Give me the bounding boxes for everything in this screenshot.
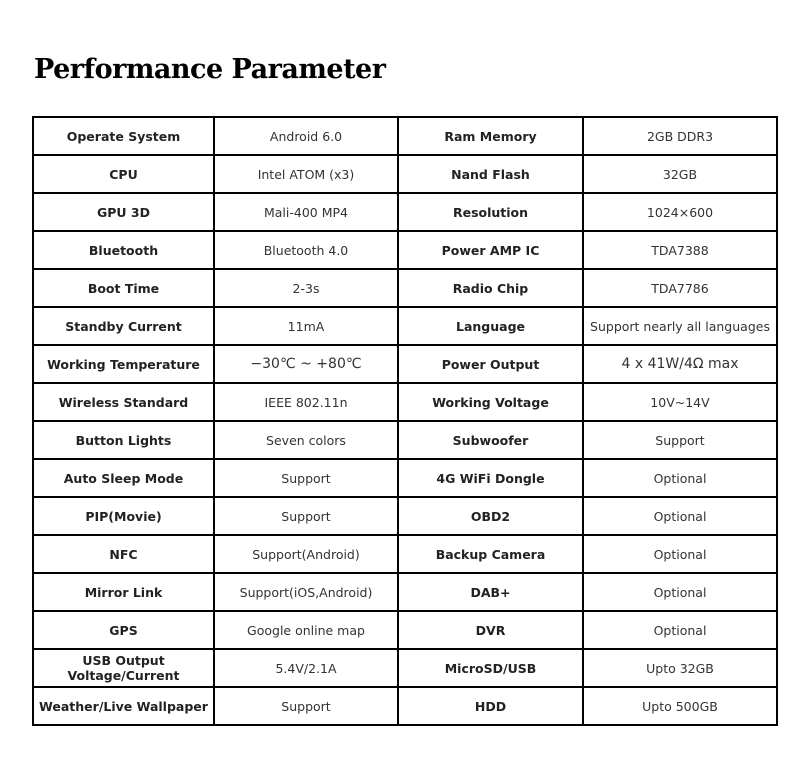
table-row [33,687,777,725]
parameter-value: 4 x 41W/4Ω max [583,345,777,383]
table-row [33,611,777,649]
parameter-label: CPU [33,155,214,193]
parameter-label: Wireless Standard [33,383,214,421]
parameter-label: DVR [398,611,583,649]
parameter-value: Mali-400 MP4 [214,193,398,231]
parameter-label: Button Lights [33,421,214,459]
parameter-label: Working Temperature [33,345,214,383]
parameter-value: Seven colors [214,421,398,459]
table-row [33,497,777,535]
table-row [33,155,777,193]
parameter-value: Google online map [214,611,398,649]
parameter-label: DAB+ [398,573,583,611]
parameter-value: Support nearly all languages [583,307,777,345]
parameter-label: HDD [398,687,583,725]
parameter-label: Mirror Link [33,573,214,611]
table-row [33,307,777,345]
parameter-value: Support(Android) [214,535,398,573]
table-row [33,459,777,497]
parameter-value: Support [214,687,398,725]
parameter-value: TDA7786 [583,269,777,307]
table-row [33,117,777,155]
parameter-value: Support [214,459,398,497]
parameter-value: 2-3s [214,269,398,307]
parameter-label: Radio Chip [398,269,583,307]
performance-parameter-table [32,116,778,726]
parameter-label: Subwoofer [398,421,583,459]
parameter-value: TDA7388 [583,231,777,269]
table-row [33,383,777,421]
parameter-label: Boot Time [33,269,214,307]
parameter-label: USB Output Voltage/Current [33,649,214,687]
parameter-value: Optional [583,535,777,573]
parameter-value: Optional [583,497,777,535]
parameter-value: Optional [583,611,777,649]
parameter-label: Operate System [33,117,214,155]
parameter-value: Upto 32GB [583,649,777,687]
parameter-value: 11mA [214,307,398,345]
parameter-label: NFC [33,535,214,573]
parameter-label: Auto Sleep Mode [33,459,214,497]
parameter-label: Power AMP IC [398,231,583,269]
parameter-label: Language [398,307,583,345]
table-row [33,573,777,611]
parameter-table-body [33,117,777,725]
parameter-label: MicroSD/USB [398,649,583,687]
parameter-value: −30℃ ~ +80℃ [214,345,398,383]
parameter-label: Nand Flash [398,155,583,193]
page-title: Performance Parameter [34,54,386,85]
parameter-value: 32GB [583,155,777,193]
parameter-label: Standby Current [33,307,214,345]
parameter-label: Working Voltage [398,383,583,421]
parameter-label: Backup Camera [398,535,583,573]
table-row [33,269,777,307]
parameter-value: 1024×600 [583,193,777,231]
parameter-label: GPU 3D [33,193,214,231]
parameter-value: Support [214,497,398,535]
parameter-value: 10V~14V [583,383,777,421]
parameter-value: Support [583,421,777,459]
parameter-value: Optional [583,459,777,497]
parameter-label: Weather/Live Wallpaper [33,687,214,725]
table-row [33,649,777,687]
parameter-value: Intel ATOM (x3) [214,155,398,193]
parameter-value: 2GB DDR3 [583,117,777,155]
parameter-label: GPS [33,611,214,649]
parameter-label: Power Output [398,345,583,383]
table-row [33,535,777,573]
parameter-label: Resolution [398,193,583,231]
parameter-value: Bluetooth 4.0 [214,231,398,269]
parameter-label: OBD2 [398,497,583,535]
parameter-value: Optional [583,573,777,611]
parameter-label: Ram Memory [398,117,583,155]
parameter-value: Android 6.0 [214,117,398,155]
parameter-label: PIP(Movie) [33,497,214,535]
parameter-label: Bluetooth [33,231,214,269]
table-row [33,421,777,459]
parameter-label: 4G WiFi Dongle [398,459,583,497]
parameter-value: Support(iOS,Android) [214,573,398,611]
parameter-value: Upto 500GB [583,687,777,725]
table-row [33,231,777,269]
table-row [33,345,777,383]
parameter-value: 5.4V/2.1A [214,649,398,687]
parameter-value: IEEE 802.11n [214,383,398,421]
table-row [33,193,777,231]
